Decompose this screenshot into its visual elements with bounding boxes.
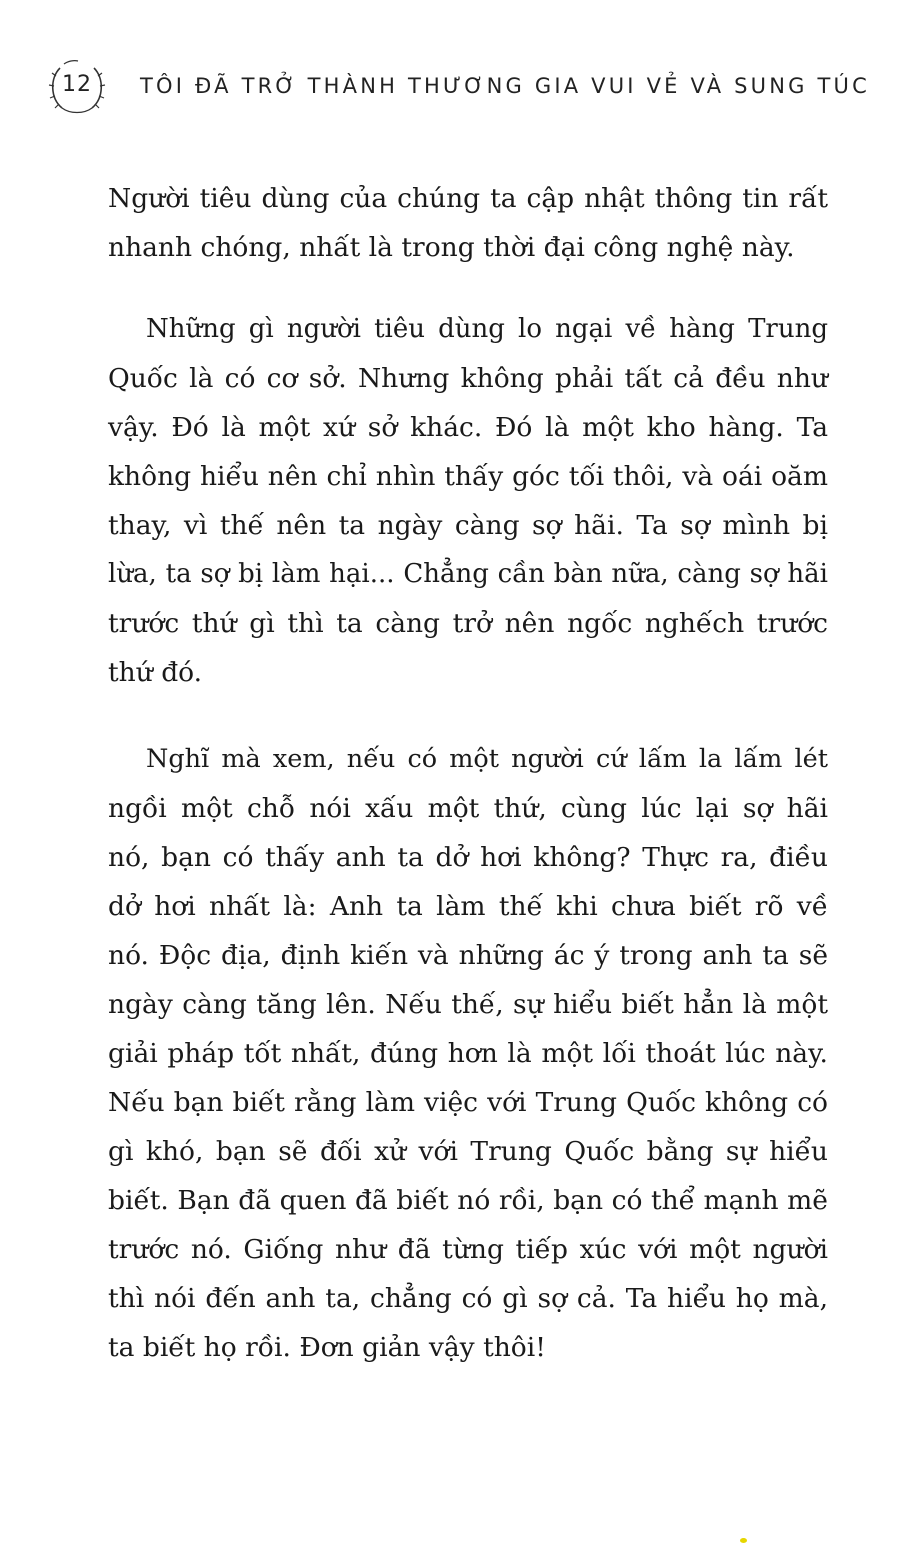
text-line: giải pháp tốt nhất, đúng hơn là một lối thoát lúc này. bbox=[108, 1038, 828, 1069]
page-number-badge bbox=[48, 58, 106, 116]
text-line: Người tiêu dùng của chúng ta cập nhật thông tin rất bbox=[108, 183, 828, 214]
text-line: thì nói đến anh ta, chẳng có gì sợ cả. Ta hiểu họ mà, bbox=[108, 1283, 828, 1314]
text-line: gì khó, bạn sẽ đối xử với Trung Quốc bằng sự hiểu bbox=[108, 1136, 828, 1167]
text-line: nhanh chóng, nhất là trong thời đại công nghệ này. bbox=[108, 232, 795, 263]
page-number: 12 bbox=[62, 72, 92, 97]
text-line: Những gì người tiêu dùng lo ngại về hàng Trung bbox=[146, 314, 828, 344]
text-line: không hiểu nên chỉ nhìn thấy góc tối thôi, và oái oăm bbox=[108, 461, 828, 492]
text-line: biết. Bạn đã quen đã biết nó rồi, bạn có thể mạnh mẽ bbox=[108, 1185, 828, 1216]
paragraph bbox=[108, 735, 828, 1372]
text-line: ngày càng tăng lên. Nếu thế, sự hiểu biết hẳn là một bbox=[108, 989, 828, 1020]
text-line: ngồi một chỗ nói xấu một thứ, cùng lúc lại sợ hãi bbox=[108, 793, 828, 824]
paragraph bbox=[108, 174, 828, 272]
decorative-dot bbox=[740, 1538, 747, 1543]
text-line: nó, bạn có thấy anh ta dở hơi không? Thực ra, điều bbox=[108, 842, 828, 873]
text-line: thứ đó. bbox=[108, 657, 203, 688]
text-line: nó. Độc địa, định kiến và những ác ý trong anh ta sẽ bbox=[108, 940, 828, 971]
running-title: TÔI ĐÃ TRỞ THÀNH THƯƠNG GIA VUI VẺ VÀ SUNG TÚC bbox=[140, 74, 870, 98]
text-line: thay, vì thế nên ta ngày càng sợ hãi. Ta sợ mình bị bbox=[108, 510, 828, 541]
text-line: Quốc là có cơ sở. Nhưng không phải tất cả đều như bbox=[108, 363, 828, 394]
text-line: ta biết họ rồi. Đơn giản vậy thôi! bbox=[108, 1332, 546, 1363]
text-line: trước nó. Giống như đã từng tiếp xúc với một người bbox=[108, 1234, 828, 1265]
text-line: dở hơi nhất là: Anh ta làm thế khi chưa biết rõ về bbox=[108, 891, 828, 922]
paragraph bbox=[108, 305, 828, 697]
text-line: Nếu bạn biết rằng làm việc với Trung Quốc không có bbox=[108, 1087, 828, 1118]
text-line: lừa, ta sợ bị làm hại... Chẳng cần bàn nữa, càng sợ hãi bbox=[108, 559, 828, 589]
text-line: trước thứ gì thì ta càng trở nên ngốc nghếch trước bbox=[108, 608, 828, 639]
body-text bbox=[108, 174, 828, 1372]
text-line: Nghĩ mà xem, nếu có một người cứ lấm la lấm lét bbox=[146, 744, 828, 774]
text-line: vậy. Đó là một xứ sở khác. Đó là một kho hàng. Ta bbox=[108, 412, 828, 443]
